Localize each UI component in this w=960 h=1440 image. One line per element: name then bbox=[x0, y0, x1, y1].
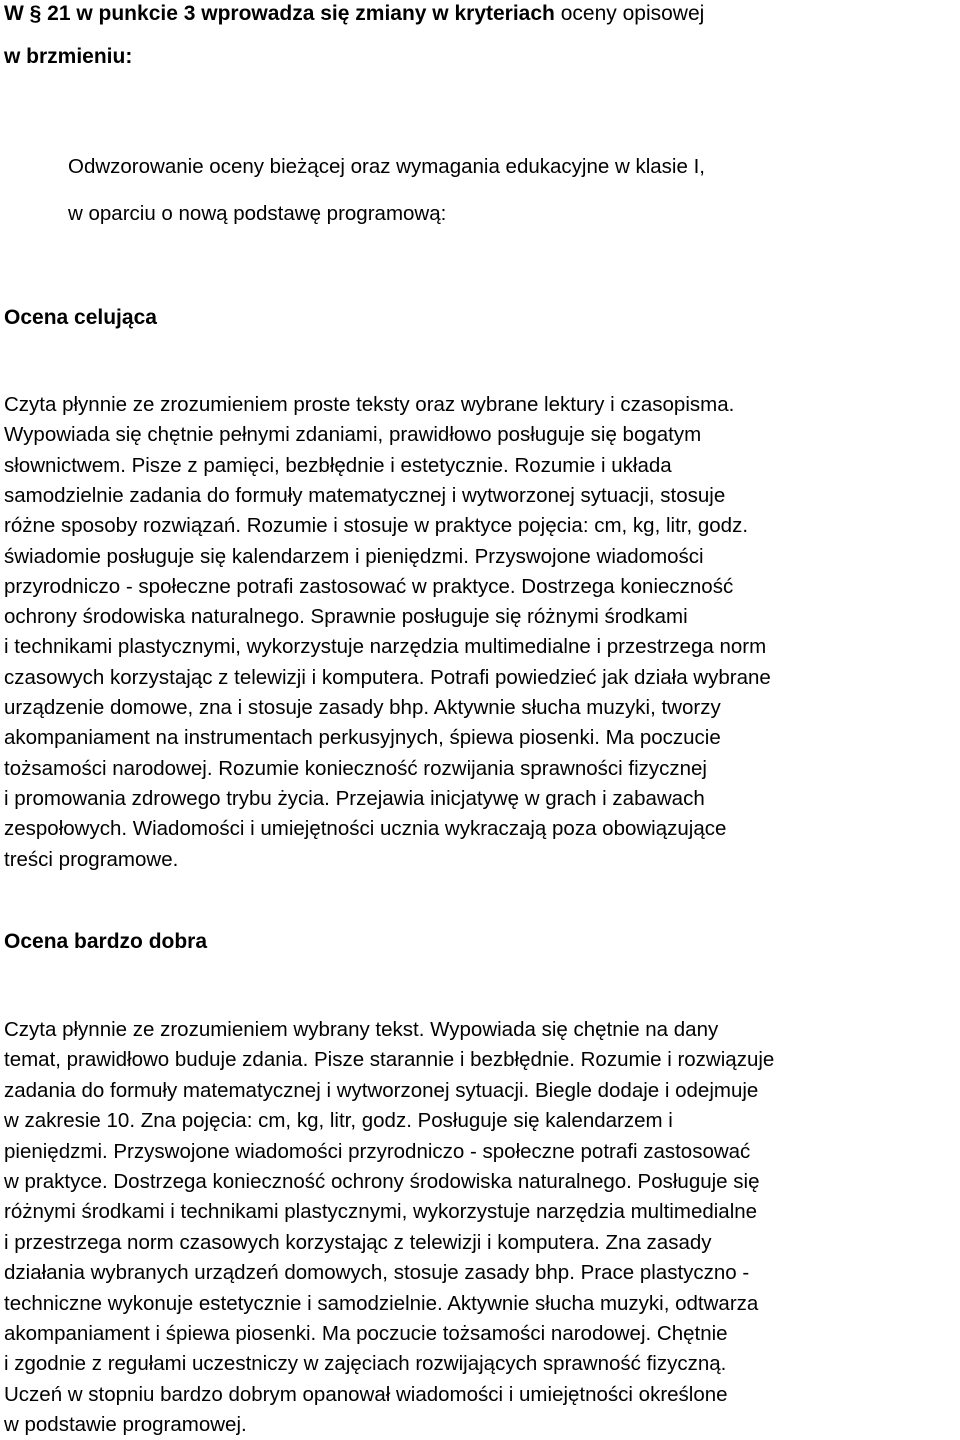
paragraph-line: Wypowiada się chętnie pełnymi zdaniami, prawidłowo posługuje się bogatym bbox=[4, 423, 702, 447]
paragraph-line: przyrodniczo - społeczne potrafi zastosować w praktyce. Dostrzega konieczność bbox=[4, 574, 734, 598]
paragraph-line: działania wybranych urządzeń domowych, stosuje zasady bhp. Prace plastyczno - bbox=[4, 1261, 750, 1285]
paragraph-line: tożsamości narodowej. Rozumie konieczność rozwijania sprawności fizycznej bbox=[4, 756, 707, 780]
paragraph-line: temat, prawidłowo buduje zdania. Pisze starannie i bezbłędnie. Rozumie i rozwiązuje bbox=[4, 1048, 775, 1072]
subtitle-line: Odwzorowanie oceny bieżącej oraz wymagania edukacyjne w klasie I, bbox=[68, 155, 705, 178]
subtitle-line: w oparciu o nową podstawę programową: bbox=[68, 202, 447, 225]
intro-bold-text-2: w brzmieniu: bbox=[4, 45, 133, 68]
paragraph-line: Czyta płynnie ze zrozumieniem proste teksty oraz wybrane lektury i czasopisma. bbox=[4, 393, 735, 416]
paragraph-line: w zakresie 10. Zna pojęcia: cm, kg, litr, godz. Posługuje się kalendarzem i bbox=[4, 1109, 673, 1133]
paragraph-line: Czyta płynnie ze zrozumieniem wybrany tekst. Wypowiada się chętnie na dany bbox=[4, 1018, 719, 1041]
section-heading-celujaca: Ocena celująca bbox=[4, 306, 157, 329]
paragraph-line: i promowania zdrowego trybu życia. Przejawia inicjatywę w grach i zabawach bbox=[4, 786, 705, 810]
section-heading-bardzo-dobra: Ocena bardzo dobra bbox=[4, 930, 208, 953]
paragraph-line: i zgodnie z regułami uczestniczy w zajęciach rozwijających sprawność fizyczną. bbox=[4, 1352, 727, 1376]
paragraph-line: i technikami plastycznymi, wykorzystuje narzędzia multimedialne i przestrzega norm bbox=[4, 635, 767, 659]
paragraph-line: w praktyce. Dostrzega konieczność ochrony środowiska naturalnego. Posługuje się bbox=[4, 1170, 760, 1193]
paragraph-line: techniczne wykonuje estetycznie i samodzielnie. Aktywnie słucha muzyki, odtwarza bbox=[4, 1291, 759, 1315]
paragraph-line: Uczeń w stopniu bardzo dobrym opanował wiadomości i umiejętności określone bbox=[4, 1382, 728, 1406]
paragraph-line: treści programowe. bbox=[4, 847, 179, 871]
paragraph-line: świadomie posługuje się kalendarzem i pieniędzmi. Przyswojone wiadomości bbox=[4, 544, 704, 568]
paragraph-line: różne sposoby rozwiązań. Rozumie i stosuje w praktyce pojęcia: cm, kg, litr, godz. bbox=[4, 514, 749, 538]
paragraph-line: czasowych korzystając z telewizji i komputera. Potrafi powiedzieć jak działa wybrane bbox=[4, 665, 771, 689]
paragraph-line: akompaniament na instrumentach perkusyjnych, śpiewa piosenki. Ma poczucie bbox=[4, 726, 721, 750]
intro-line-2 bbox=[4, 44, 132, 70]
paragraph-line: ochrony środowiska naturalnego. Sprawnie posługuje się różnymi środkami bbox=[4, 605, 688, 629]
paragraph-line: i przestrzega norm czasowych korzystając z telewizji i komputera. Zna zasady bbox=[4, 1230, 712, 1254]
paragraph-line: urządzenie domowe, zna i stosuje zasady bhp. Aktywnie słucha muzyki, tworzy bbox=[4, 696, 721, 719]
paragraph-line: akompaniament i śpiewa piosenki. Ma poczucie tożsamości narodowej. Chętnie bbox=[4, 1322, 728, 1345]
paragraph-line: różnymi środkami i technikami plastycznymi, wykorzystuje narzędzia multimedialne bbox=[4, 1200, 758, 1224]
paragraph-line: pieniędzmi. Przyswojone wiadomości przyrodniczo - społeczne potrafi zastosować bbox=[4, 1139, 751, 1163]
paragraph-line: w podstawie programowej. bbox=[4, 1413, 247, 1437]
intro-bold-text: W § 21 w punkcie 3 wprowadza się zmiany w kryteriach bbox=[4, 2, 555, 25]
paragraph-line: zadania do formuły matematycznej i wytworzonej sytuacji. Biegle dodaje i odejmuje bbox=[4, 1078, 759, 1102]
paragraph-line: słownictwem. Pisze z pamięci, bezbłędnie i estetycznie. Rozumie i układa bbox=[4, 453, 672, 477]
intro-regular-text: oceny opisowej bbox=[554, 2, 705, 25]
paragraph-line: samodzielnie zadania do formuły matematycznej i wytworzonej sytuacji, stosuje bbox=[4, 483, 726, 507]
paragraph-line: zespołowych. Wiadomości i umiejętności ucznia wykraczają poza obowiązujące bbox=[4, 817, 727, 841]
intro-line-1 bbox=[4, 1, 704, 27]
